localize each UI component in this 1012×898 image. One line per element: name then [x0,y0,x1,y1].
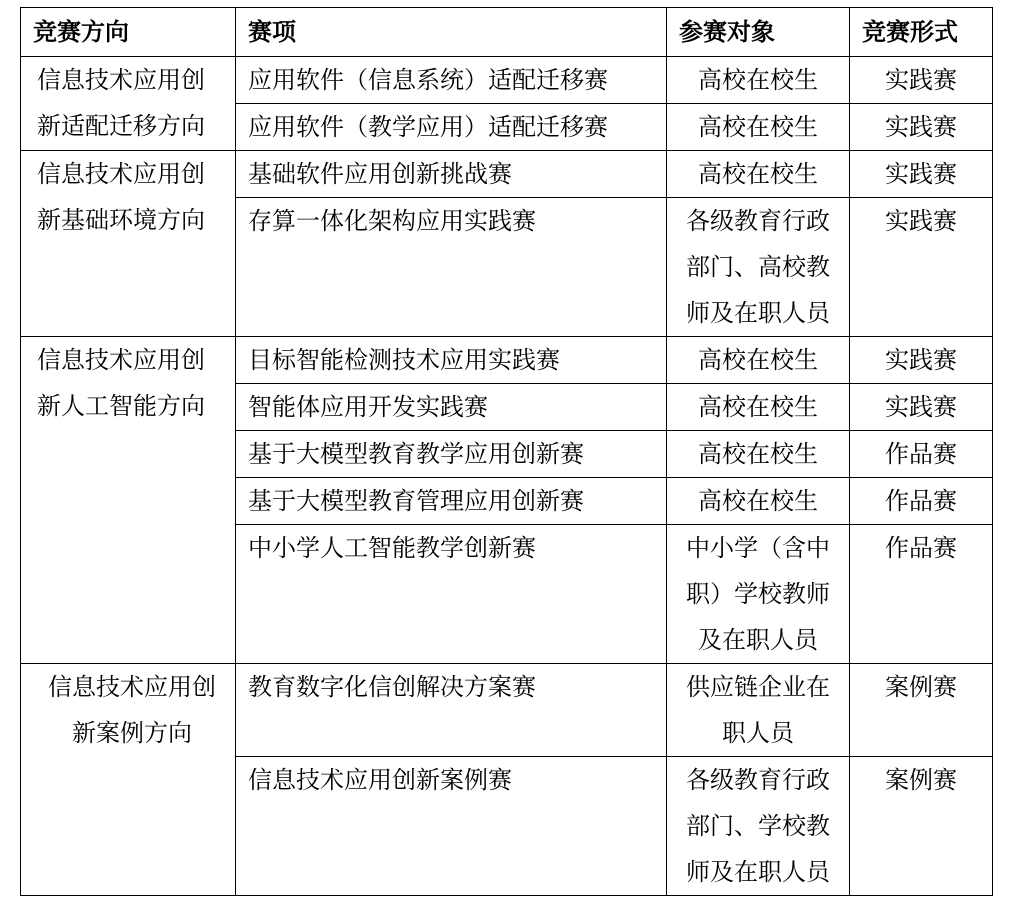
header-target: 参赛对象 [667,8,850,57]
form-cell: 案例赛 [850,664,993,757]
form-cell: 作品赛 [850,478,993,525]
item-cell: 目标智能检测技术应用实践赛 [236,337,667,384]
item-cell: 应用软件（信息系统）适配迁移赛 [236,57,667,104]
item-cell: 教育数字化信创解决方案赛 [236,664,667,757]
form-cell: 实践赛 [850,337,993,384]
item-cell: 基于大模型教育管理应用创新赛 [236,478,667,525]
item-cell: 中小学人工智能教学创新赛 [236,525,667,664]
item-cell: 信息技术应用创新案例赛 [236,757,667,896]
form-cell: 实践赛 [850,151,993,198]
target-cell: 高校在校生 [667,151,850,198]
item-cell: 应用软件（教学应用）适配迁移赛 [236,104,667,151]
header-item: 赛项 [236,8,667,57]
form-cell: 作品赛 [850,525,993,664]
table-row [21,337,993,384]
item-cell: 存算一体化架构应用实践赛 [236,198,667,337]
target-cell: 中小学（含中职）学校教师及在职人员 [667,525,850,664]
form-cell: 案例赛 [850,757,993,896]
target-cell: 各级教育行政部门、学校教师及在职人员 [667,757,850,896]
target-cell: 高校在校生 [667,104,850,151]
table-row [21,151,993,198]
item-cell: 基于大模型教育教学应用创新赛 [236,431,667,478]
item-cell: 智能体应用开发实践赛 [236,384,667,431]
target-cell: 高校在校生 [667,57,850,104]
target-cell: 各级教育行政部门、高校教师及在职人员 [667,198,850,337]
target-cell: 高校在校生 [667,337,850,384]
form-cell: 实践赛 [850,57,993,104]
table-row [21,664,993,757]
item-cell: 基础软件应用创新挑战赛 [236,151,667,198]
direction-cell: 信息技术应用创新适配迁移方向 [21,57,236,151]
table-header-row [21,8,993,57]
table-row [21,57,993,104]
direction-cell: 信息技术应用创新基础环境方向 [21,151,236,337]
form-cell: 作品赛 [850,431,993,478]
form-cell: 实践赛 [850,104,993,151]
target-cell: 高校在校生 [667,431,850,478]
header-form: 竞赛形式 [850,8,993,57]
form-cell: 实践赛 [850,384,993,431]
direction-cell: 信息技术应用创新案例方向 [21,664,236,896]
competition-table [20,7,993,896]
target-cell: 供应链企业在职人员 [667,664,850,757]
direction-cell: 信息技术应用创新人工智能方向 [21,337,236,664]
target-cell: 高校在校生 [667,478,850,525]
header-direction: 竞赛方向 [21,8,236,57]
form-cell: 实践赛 [850,198,993,337]
target-cell: 高校在校生 [667,384,850,431]
